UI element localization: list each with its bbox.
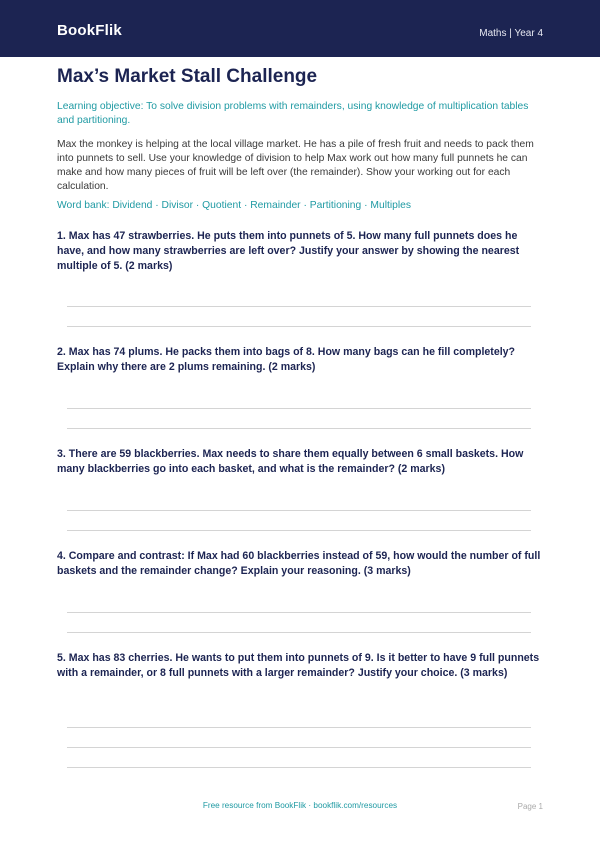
- question-1: 1. Max has 47 strawberries. He puts them into punnets of 5. How many full punnets does he have, and how many strawberries are left over? Justify your answer by showing the nearest multiple of 5. (2 marks): [57, 230, 520, 272]
- answer-line[interactable]: [67, 510, 531, 511]
- answer-line[interactable]: [67, 767, 531, 768]
- answer-line[interactable]: [67, 326, 531, 327]
- answer-line[interactable]: [67, 408, 531, 409]
- page-title: Max’s Market Stall Challenge: [57, 66, 318, 87]
- question-2: 2. Max has 74 plums. He packs them into bags of 8. How many bags can he fill completely? Explain why there are 2 plums remaining. (2 marks): [57, 346, 516, 373]
- learning-objective: Learning objective: To solve division problems with remainders, using knowledge of multiplication tables and partitioning.: [57, 101, 529, 126]
- brand-logo[interactable]: BookFlik: [57, 22, 122, 39]
- footer-link[interactable]: Free resource from BookFlik · bookflik.com/resources: [202, 801, 398, 810]
- question-5: 5. Max has 83 cherries. He wants to put them into punnets of 9. Is it better to have 9 full punnets with a remainder, or 8 full punnets with a larger remainder? Justify your choice. (3 marks): [57, 652, 540, 679]
- answer-line[interactable]: [67, 530, 531, 531]
- word-bank: Word bank: Dividend · Divisor · Quotient · Remainder · Partitioning · Multiples: [57, 200, 412, 211]
- answer-line[interactable]: [67, 727, 531, 728]
- question-3: 3. There are 59 blackberries. Max needs to share them equally between 6 small baskets. How many blackberries go into each basket, and what is the remainder? (2 marks): [57, 448, 524, 475]
- answer-line[interactable]: [67, 306, 531, 307]
- question-4: 4. Compare and contrast: If Max had 60 blackberries instead of 59, how would the number of full baskets and the remainder change? Explain your reasoning. (3 marks): [57, 550, 541, 577]
- header-bar: [0, 0, 600, 57]
- answer-line[interactable]: [67, 747, 531, 748]
- intro-text: Max the monkey is helping at the local village market. He has a pile of fresh fruit and needs to pack them into punnets to sell. Use your knowledge of division to help Max work out how many full punnets he can make and how many pieces of fruit will be left over (the remainder). Show your working out for each calculation.: [57, 139, 534, 192]
- answer-line[interactable]: [67, 428, 531, 429]
- answer-line[interactable]: [67, 632, 531, 633]
- subject-level: Maths | Year 4: [479, 28, 543, 39]
- answer-line[interactable]: [67, 612, 531, 613]
- page-number: Page 1: [517, 802, 543, 811]
